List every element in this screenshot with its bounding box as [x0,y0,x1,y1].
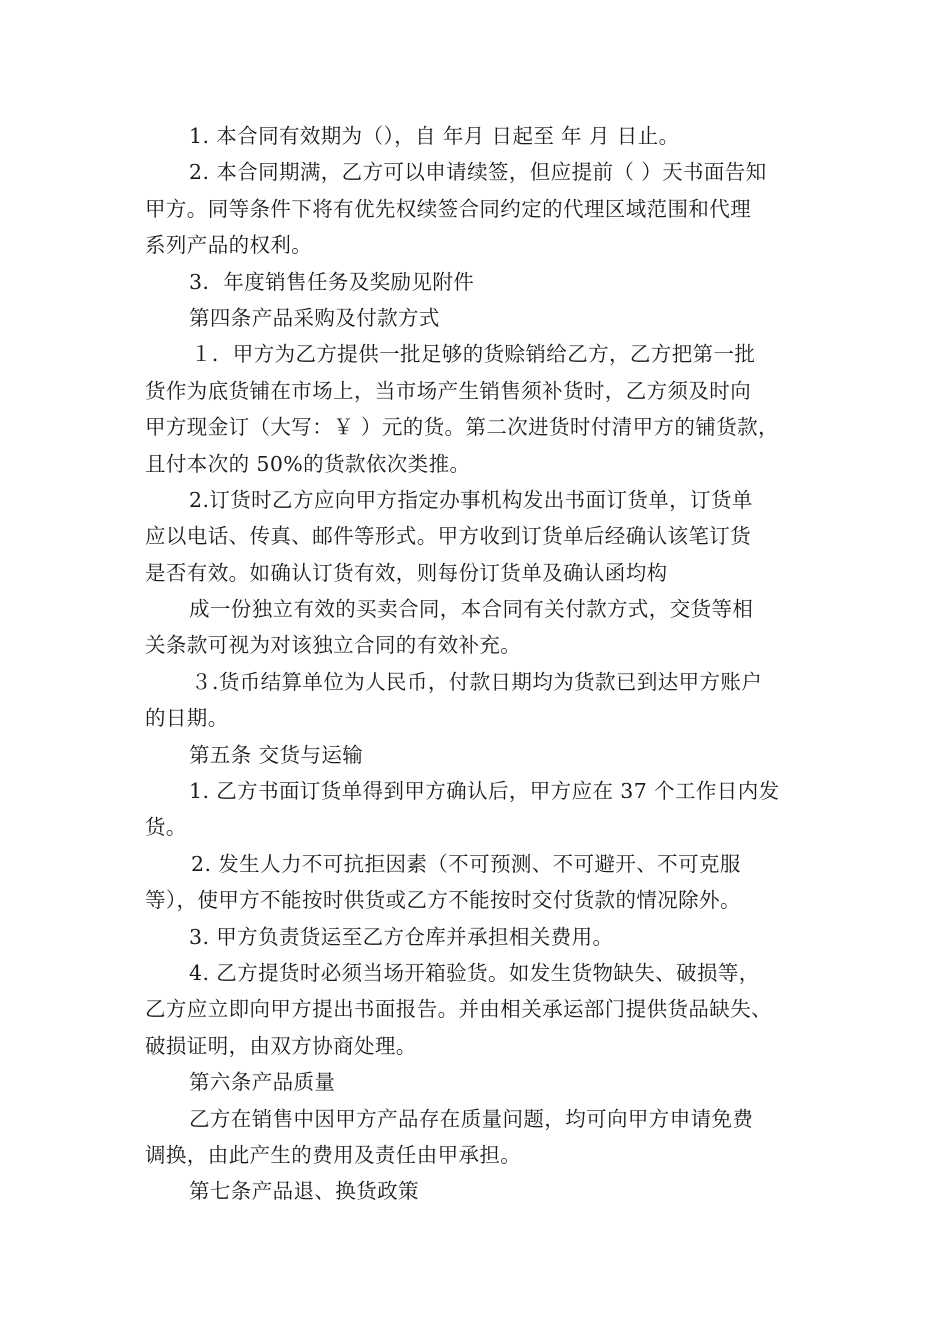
clause-4-item-1-line: 且付本次的 50%的货款依次类推。 [145,451,471,476]
clause-5-item-1-line: 货。 [145,815,187,840]
clause-4-item-2-line: 应以电话、传真、邮件等形式。甲方收到订货单后经确认该笔订货 [145,524,752,549]
clause-6-body-line: 乙方在销售中因甲方产品存在质量问题，均可向甲方申请免费 [189,1106,754,1131]
clause-4-item-1-line: １．甲方为乙方提供一批足够的货赊销给乙方，乙方把第一批 [191,342,756,367]
clause-4-item-3-line: ３.货币结算单位为人民币，付款日期均为货款已到达甲方账户 [191,669,763,694]
clause-4-item-2-line: 成一份独立有效的买卖合同，本合同有关付款方式，交货等相 [189,597,754,622]
clause-3-item-2-line: 2. 本合同期满，乙方可以申请续签，但应提前（ ）天书面告知 [189,160,767,185]
clause-4-item-1-line: 甲方现金订（大写：￥ ）元的货。第二次进货时付清甲方的铺货款， [145,415,779,440]
clause-5-item-4-line: 破损证明，由双方协商处理。 [145,1033,417,1058]
clause-5-item-4-line: 乙方应立即向甲方提出书面报告。并由相关承运部门提供货品缺失、 [145,997,772,1022]
clause-5-item-2-line: 等），使甲方不能按时供货或乙方不能按时交付货款的情况除外。 [145,888,741,913]
clause-3-item-2-line: 系列产品的权利。 [145,233,313,258]
clause-4-item-2-line: 关条款可视为对该独立合同的有效补充。 [145,633,522,658]
clause-7-heading: 第七条产品退、换货政策 [189,1179,419,1204]
clause-5-item-3-line: 3. 甲方负责货运至乙方仓库并承担相关费用。 [189,924,614,949]
clause-4-item-2-line: 是否有效。如确认订货有效，则每份订货单及确认函均构 [145,560,668,585]
clause-4-item-3-line: 的日期。 [145,706,229,731]
clause-3-item-2-line: 甲方。同等条件下将有优先权续签合同约定的代理区域范围和代理 [145,196,752,221]
clause-4-item-2-line: 2.订货时乙方应向甲方指定办事机构发出书面订货单，订货单 [189,487,753,512]
clause-3-item-3-line: 3．年度销售任务及奖励见附件 [189,269,475,294]
clause-5-item-2-line: 2. 发生人力不可抗拒因素（不可预测、不可避开、不可克服 [191,851,741,876]
clause-5-item-4-line: 4. 乙方提货时必须当场开箱验货。如发生货物缺失、破损等， [189,960,760,985]
document-body [145,118,820,1210]
clause-6-heading: 第六条产品质量 [189,1070,336,1095]
clause-4-item-1-line: 货作为底货铺在市场上，当市场产生销售须补货时，乙方须及时向 [145,378,752,403]
clause-4-heading: 第四条产品采购及付款方式 [189,305,440,330]
clause-3-item-1-line: 1. 本合同有效期为（），自 年月 日起至 年 月 日止。 [189,124,680,148]
clause-5-item-1-line: 1. 乙方书面订货单得到甲方确认后，甲方应在 37 个工作日内发 [189,779,780,804]
clause-6-body-line: 调换，由此产生的费用及责任由甲承担。 [145,1142,522,1167]
clause-5-heading: 第五条 交货与运输 [189,742,364,767]
